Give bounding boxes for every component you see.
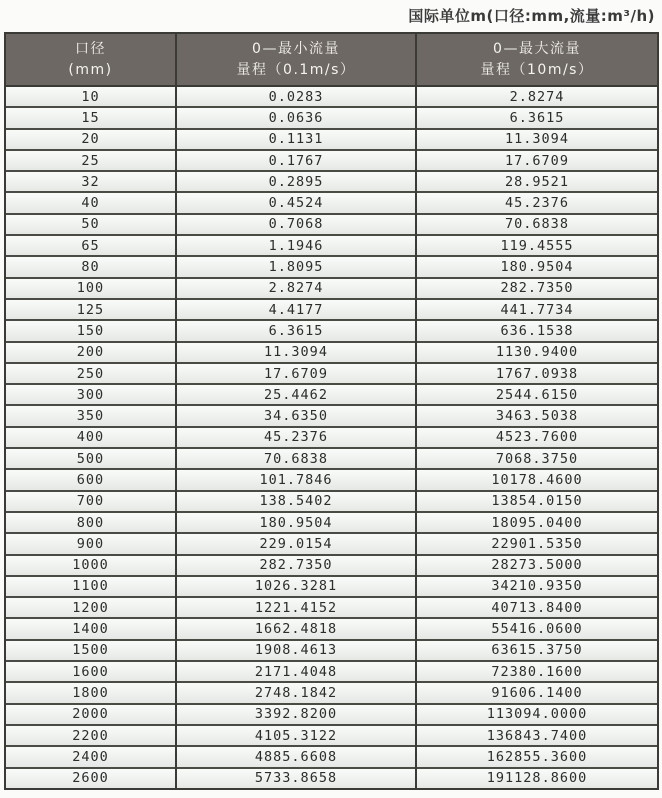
- cell-max-flow: 119.4555: [416, 235, 658, 256]
- cell-diameter: 2400: [5, 746, 176, 767]
- table-row: [5, 746, 658, 767]
- table-row: [5, 150, 658, 171]
- cell-min-flow: 1.8095: [176, 256, 416, 277]
- cell-min-flow: 229.0154: [176, 533, 416, 554]
- cell-max-flow: 282.7350: [416, 278, 658, 299]
- cell-diameter: 1200: [5, 597, 176, 618]
- cell-diameter: 250: [5, 363, 176, 384]
- cell-diameter: 1800: [5, 682, 176, 703]
- table-row: [5, 618, 658, 639]
- cell-max-flow: 13854.0150: [416, 491, 658, 512]
- header-max-flow-line2: 量程（10m/s）: [480, 61, 594, 78]
- cell-min-flow: 0.1131: [176, 129, 416, 150]
- cell-min-flow: 1.1946: [176, 235, 416, 256]
- cell-min-flow: 101.7846: [176, 469, 416, 490]
- cell-min-flow: 1221.4152: [176, 597, 416, 618]
- cell-max-flow: 28.9521: [416, 171, 658, 192]
- table-body: [5, 86, 658, 789]
- cell-min-flow: 2171.4048: [176, 661, 416, 682]
- table-row: [5, 278, 658, 299]
- table-row: [5, 214, 658, 235]
- cell-max-flow: 3463.5038: [416, 405, 658, 426]
- cell-max-flow: 113094.0000: [416, 704, 658, 725]
- cell-diameter: 2600: [5, 768, 176, 789]
- cell-min-flow: 4.4177: [176, 299, 416, 320]
- cell-max-flow: 136843.7400: [416, 725, 658, 746]
- cell-min-flow: 6.3615: [176, 320, 416, 341]
- cell-max-flow: 45.2376: [416, 192, 658, 213]
- cell-diameter: 125: [5, 299, 176, 320]
- cell-diameter: 350: [5, 405, 176, 426]
- cell-max-flow: 2544.6150: [416, 384, 658, 405]
- header-diameter: [5, 33, 176, 86]
- table-row: [5, 533, 658, 554]
- header-diameter-line1: 口径: [75, 40, 106, 57]
- cell-min-flow: 25.4462: [176, 384, 416, 405]
- cell-min-flow: 282.7350: [176, 555, 416, 576]
- table-row: [5, 640, 658, 661]
- cell-min-flow: 11.3094: [176, 342, 416, 363]
- cell-diameter: 32: [5, 171, 176, 192]
- table-row: [5, 725, 658, 746]
- cell-max-flow: 7068.3750: [416, 448, 658, 469]
- table-row: [5, 469, 658, 490]
- table-row: [5, 256, 658, 277]
- cell-diameter: 1000: [5, 555, 176, 576]
- cell-diameter: 300: [5, 384, 176, 405]
- cell-min-flow: 1908.4613: [176, 640, 416, 661]
- cell-diameter: 25: [5, 150, 176, 171]
- table-row: [5, 342, 658, 363]
- cell-max-flow: 34210.9350: [416, 576, 658, 597]
- cell-min-flow: 4885.6608: [176, 746, 416, 767]
- table-row: [5, 555, 658, 576]
- cell-max-flow: 1130.9400: [416, 342, 658, 363]
- table-row: [5, 661, 658, 682]
- cell-max-flow: 636.1538: [416, 320, 658, 341]
- cell-min-flow: 45.2376: [176, 427, 416, 448]
- cell-min-flow: 138.5402: [176, 491, 416, 512]
- cell-diameter: 150: [5, 320, 176, 341]
- table-row: [5, 427, 658, 448]
- header-min-flow: [176, 33, 416, 86]
- table-row: [5, 86, 658, 107]
- header-max-flow-line1: 0—最大流量: [493, 40, 581, 57]
- cell-max-flow: 180.9504: [416, 256, 658, 277]
- table-row: [5, 129, 658, 150]
- cell-min-flow: 0.0636: [176, 107, 416, 128]
- cell-max-flow: 17.6709: [416, 150, 658, 171]
- cell-max-flow: 55416.0600: [416, 618, 658, 639]
- cell-max-flow: 28273.5000: [416, 555, 658, 576]
- cell-min-flow: 17.6709: [176, 363, 416, 384]
- table-row: [5, 768, 658, 789]
- cell-max-flow: 6.3615: [416, 107, 658, 128]
- cell-diameter: 65: [5, 235, 176, 256]
- cell-min-flow: 180.9504: [176, 512, 416, 533]
- cell-min-flow: 0.1767: [176, 150, 416, 171]
- header-max-flow: [416, 33, 658, 86]
- cell-min-flow: 5733.8658: [176, 768, 416, 789]
- cell-diameter: 900: [5, 533, 176, 554]
- table-row: [5, 512, 658, 533]
- cell-diameter: 40: [5, 192, 176, 213]
- cell-max-flow: 63615.3750: [416, 640, 658, 661]
- cell-diameter: 1600: [5, 661, 176, 682]
- cell-diameter: 700: [5, 491, 176, 512]
- cell-diameter: 20: [5, 129, 176, 150]
- cell-diameter: 1100: [5, 576, 176, 597]
- table-row: [5, 384, 658, 405]
- header-row: [5, 33, 658, 86]
- cell-min-flow: 0.2895: [176, 171, 416, 192]
- cell-diameter: 50: [5, 214, 176, 235]
- cell-min-flow: 1026.3281: [176, 576, 416, 597]
- cell-max-flow: 72380.1600: [416, 661, 658, 682]
- cell-diameter: 400: [5, 427, 176, 448]
- cell-max-flow: 1767.0938: [416, 363, 658, 384]
- flow-range-table: [4, 32, 659, 790]
- cell-max-flow: 18095.0400: [416, 512, 658, 533]
- cell-diameter: 80: [5, 256, 176, 277]
- cell-max-flow: 22901.5350: [416, 533, 658, 554]
- cell-max-flow: 91606.1400: [416, 682, 658, 703]
- cell-min-flow: 4105.3122: [176, 725, 416, 746]
- cell-min-flow: 1662.4818: [176, 618, 416, 639]
- table-row: [5, 299, 658, 320]
- cell-max-flow: 11.3094: [416, 129, 658, 150]
- table-row: [5, 235, 658, 256]
- header-min-flow-line2: 量程（0.1m/s）: [236, 61, 356, 78]
- cell-min-flow: 34.6350: [176, 405, 416, 426]
- cell-min-flow: 0.0283: [176, 86, 416, 107]
- cell-min-flow: 70.6838: [176, 448, 416, 469]
- cell-min-flow: 0.4524: [176, 192, 416, 213]
- cell-diameter: 100: [5, 278, 176, 299]
- cell-max-flow: 10178.4600: [416, 469, 658, 490]
- cell-diameter: 1400: [5, 618, 176, 639]
- cell-diameter: 1500: [5, 640, 176, 661]
- table-row: [5, 363, 658, 384]
- cell-max-flow: 191128.8600: [416, 768, 658, 789]
- cell-max-flow: 441.7734: [416, 299, 658, 320]
- cell-min-flow: 3392.8200: [176, 704, 416, 725]
- cell-diameter: 600: [5, 469, 176, 490]
- table-row: [5, 597, 658, 618]
- table-header: [5, 33, 658, 86]
- table-row: [5, 171, 658, 192]
- cell-diameter: 2000: [5, 704, 176, 725]
- cell-min-flow: 2.8274: [176, 278, 416, 299]
- table-row: [5, 192, 658, 213]
- header-min-flow-line1: 0—最小流量: [252, 40, 340, 57]
- cell-diameter: 10: [5, 86, 176, 107]
- cell-max-flow: 4523.7600: [416, 427, 658, 448]
- table-row: [5, 448, 658, 469]
- cell-min-flow: 0.7068: [176, 214, 416, 235]
- table-row: [5, 682, 658, 703]
- cell-max-flow: 162855.3600: [416, 746, 658, 767]
- table-row: [5, 491, 658, 512]
- cell-diameter: 2200: [5, 725, 176, 746]
- cell-diameter: 15: [5, 107, 176, 128]
- table-row: [5, 107, 658, 128]
- cell-max-flow: 70.6838: [416, 214, 658, 235]
- cell-max-flow: 2.8274: [416, 86, 658, 107]
- cell-min-flow: 2748.1842: [176, 682, 416, 703]
- page-title: 国际单位m(口径:mm,流量:m³/h): [408, 7, 655, 25]
- table-row: [5, 405, 658, 426]
- cell-max-flow: 40713.8400: [416, 597, 658, 618]
- header-diameter-line2: (mm): [68, 61, 113, 78]
- table-row: [5, 576, 658, 597]
- cell-diameter: 200: [5, 342, 176, 363]
- cell-diameter: 800: [5, 512, 176, 533]
- table-row: [5, 320, 658, 341]
- cell-diameter: 500: [5, 448, 176, 469]
- table-row: [5, 704, 658, 725]
